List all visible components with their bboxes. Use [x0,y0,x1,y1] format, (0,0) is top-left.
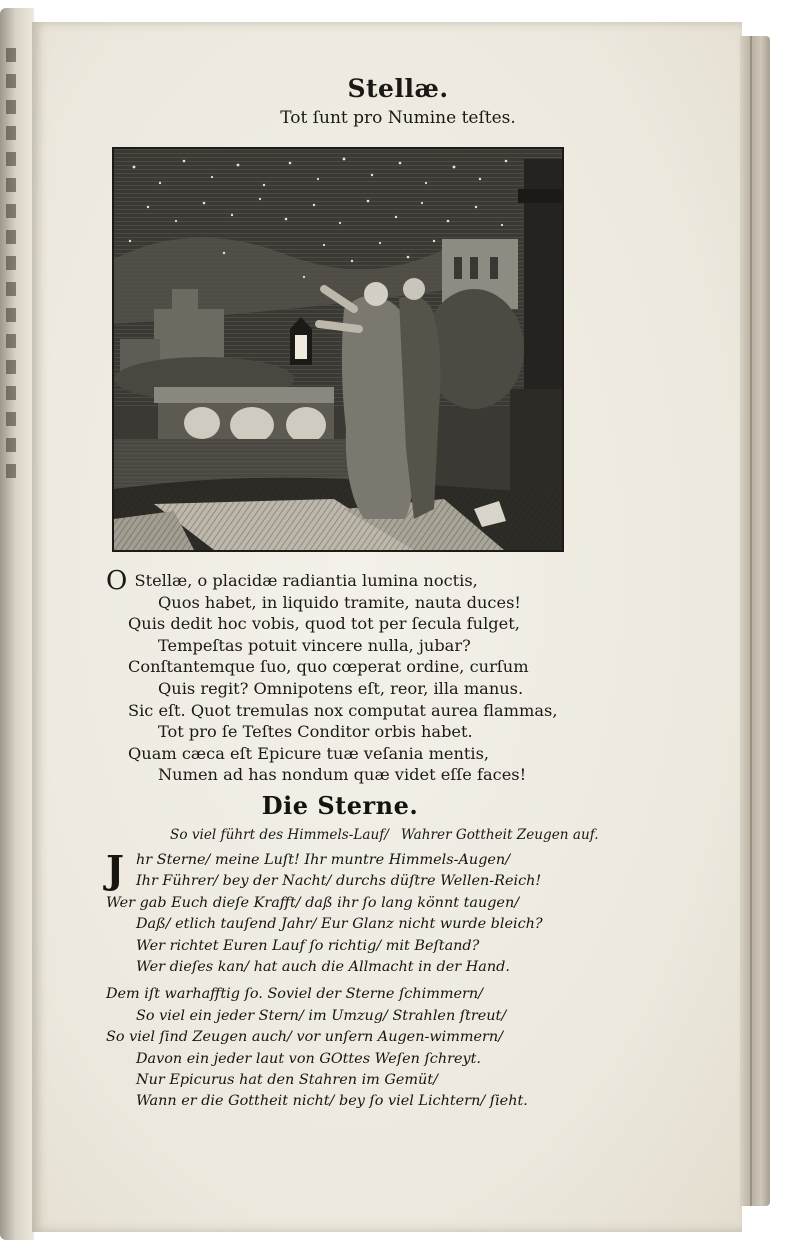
german-line: Davon ein jeder laut von GOttes Weſen ſchreyt. [136,1050,482,1067]
german-line: Wann er die Gottheit nicht/ bey ſo viel Lichtern/ ſieht. [136,1093,528,1110]
german-line: hr Sterne/ meine Luſt! Ihr muntre Himmels-Augen/ [136,852,511,868]
engraving-stargazers [112,147,564,552]
german-line: Daß/ etlich tauſend Jahr/ Eur Glanz nicht wurde bleich? [136,916,543,933]
german-line: Dem iſt warhafftig ſo. Soviel der Sterne ſchimmern/ [106,986,484,1003]
german-line: Wer richtet Euren Lauf ſo richtig/ mit Beſtand? [136,937,480,954]
latin-line: Conſtantemque ſuo, quo cœperat ordine, curſum [128,657,529,677]
german-line: Nur Epicurus hat den Stahren im Gemüt/ [136,1072,438,1089]
latin-poem [106,566,606,786]
latin-line: Tempeſtas potuit vincere nulla, jubar? [158,635,471,655]
german-line: So viel ſind Zeugen auch/ vor unſern Augen-wimmern/ [106,1029,504,1046]
german-line: So viel ein jeder Stern/ im Umzug/ Strahlen ſtreut/ [136,1007,507,1024]
latin-line: Sic eſt. Quot tremulas nox computat aurea flammas, [128,700,558,720]
german-line: Wer dieſes kan/ hat auch die Allmacht in der Hand. [136,959,510,976]
left-page-edge [0,8,34,1240]
german-poem [106,847,626,1113]
latin-line: Quos habet, in liquido tramite, nauta duces! [158,592,521,612]
german-motto [170,827,610,843]
initial-letter-o: O [106,566,128,596]
latin-line: Quam cæca eſt Epicure tuæ veſania mentis, [128,743,490,763]
german-title: Die Sterne. [261,791,419,820]
latin-line: Quis dedit hoc vobis, quod tot per ſecula fulget, [128,614,520,634]
german-motto-first: So viel führt des Himmels-Lauf/ [170,827,389,843]
initial-letter-j: J [106,847,124,892]
german-line: Ihr Führer/ bey der Nacht/ durchs düſtre Wellen-Reich! [136,873,542,890]
latin-line: O Stellæ, o placidæ radiantia lumina noctis, [106,566,478,596]
latin-line: Tot pro ſe Teſtes Conditor orbis habet. [158,722,473,742]
latin-line: Quis regit? Omnipotens eſt, reor, illa manus. [158,678,524,698]
german-line: Wer gab Euch dieſe Krafft/ daß ihr ſo lang könnt taugen/ [106,894,520,911]
page-fore-edge [740,36,770,1206]
german-motto-second: Wahrer Gottheit Zeugen auf. [400,827,599,843]
page-motto: Tot ſunt pro Numine teſtes. [280,108,516,128]
page-title: Stellæ. [347,74,449,103]
latin-line: Numen ad has nondum quæ videt eſſe faces! [158,765,527,785]
